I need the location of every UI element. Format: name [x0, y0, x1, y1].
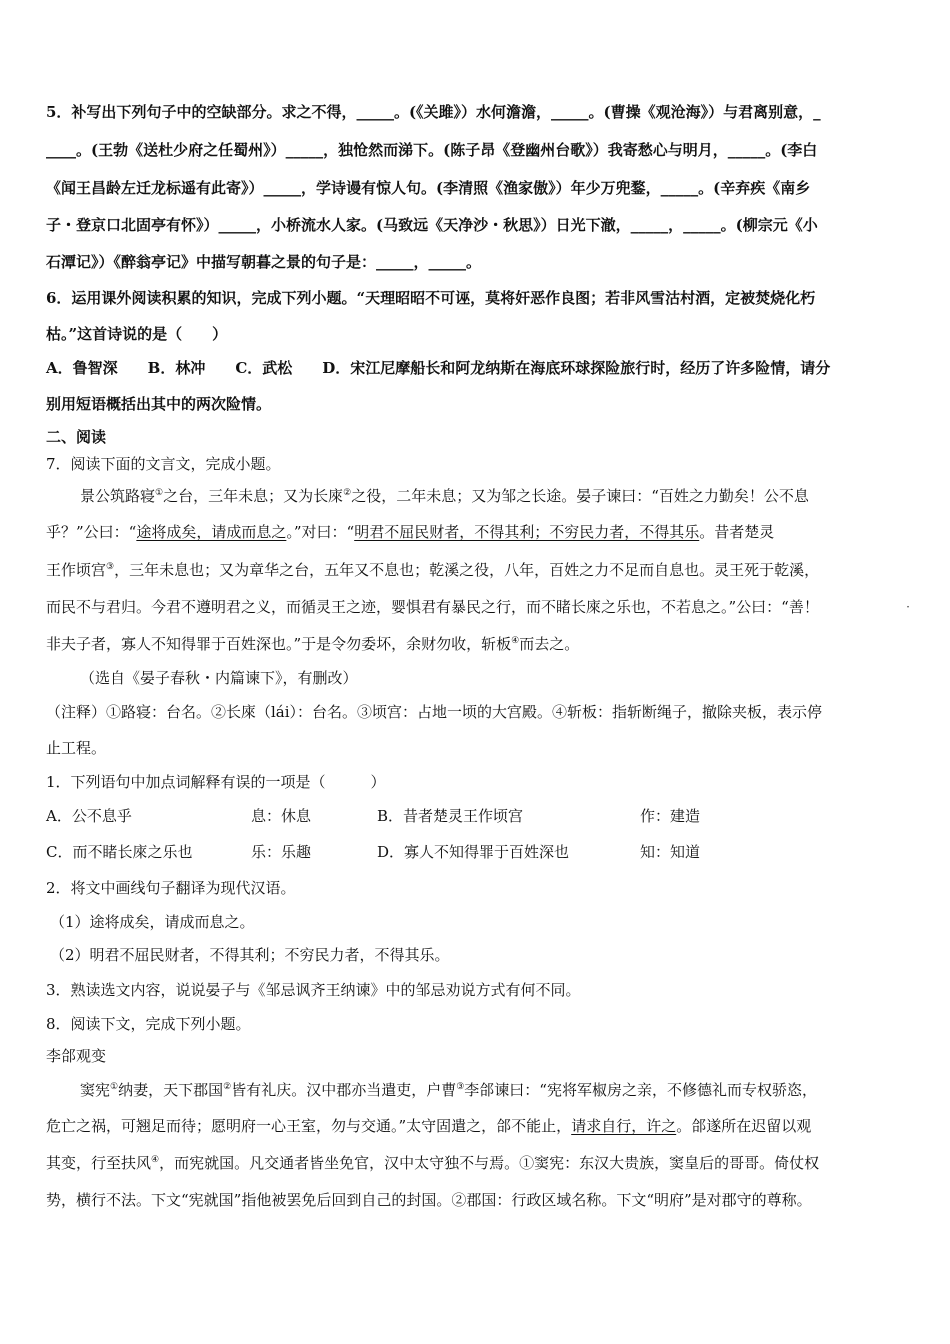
q7-notes-line-1: （注释）①路寝：台名。②长庲（lái）：台名。③顷宫：占地一顷的大宫殿。④斩板：指斩断绳子，撤除夹板，表示停: [46, 703, 823, 721]
q7-subquestion-2-part-2: （2）明君不屈民财者，不得其利；不穷民力者，不得其乐。: [50, 946, 450, 964]
q7-passage-line-5: 非夫子者，寡人不知得罪于百姓深也。”于是令勿委坏，余财勿收，斩板④而去之。: [46, 635, 580, 653]
q5-line-1: 5．补写出下列句子中的空缺部分。求之不得，_____。(《关雎》）水何澹澹，_____。(曹操《观沧海》）与君离别意，_: [46, 103, 821, 121]
option-b: B．昔者楚灵王作顷宫: [377, 807, 524, 825]
option-c: C．而不睹长庲之乐也: [46, 843, 193, 861]
q5-line-4: 子・登京口北固亭有怀》）_____，小桥流水人家。(马致远《天净沙・秋思》）日光下澈，_____，_____。(柳宗元《小: [46, 216, 818, 234]
underlined-sentence-1: 途将成矣，请成而息之: [136, 523, 287, 541]
q7-subquestion-3: 3．熟读选文内容，说说晏子与《邹忌讽齐王纳谏》中的邹忌劝说方式有何不同。: [46, 981, 581, 999]
option-b-gloss: 作：建造: [640, 807, 701, 825]
q7-source: （选自《晏子春秋・内篇谏下》，有删改）: [80, 669, 358, 687]
q6-line-1: 6．运用课外阅读积累的知识，完成下列小题。“天理昭昭不可诬，莫将奸恶作良图；若非风雪沽村酒，定被焚烧化朽: [46, 289, 816, 307]
q8-title: 8．阅读下文，完成下列小题。: [46, 1015, 251, 1033]
q8-passage-line-4: 势，横行不法。下文“宪就国”指他被罢免后回到自己的封国。②郡国：行政区域名称。下文“明府”是对郡守的尊称。: [46, 1191, 812, 1209]
q5-line-3: 《闻王昌龄左迁龙标遥有此寄》）_____，学诗谩有惊人句。(李清照《渔家傲》）年少万兜鍪，_____。(辛弃疾《南乡: [46, 179, 811, 197]
q8-passage-line-3: 其变，行至扶风④，而宪就国。凡交通者皆坐免官，汉中太守独不与焉。①窦宪：东汉大贵族，窦皇后的哥哥。倚仗权: [46, 1154, 820, 1172]
option-a: A．公不息乎: [46, 807, 132, 825]
option-a-gloss: 息：休息: [251, 807, 312, 825]
q6-line-4: 别用短语概括出其中的两次险情。: [46, 395, 272, 413]
q5-line-5: 石潭记》）《醉翁亭记》中描写朝暮之景的句子是：_____，_____。: [46, 253, 482, 271]
q6-line-3: A．鲁智深 B．林冲 C．武松 D．宋江尼摩船长和阿龙纳斯在海底环球探险旅行时，经历了许多险情，请分: [46, 359, 831, 377]
q7-notes-line-2: 止工程。: [46, 739, 107, 757]
q8-passage-line-2: 危亡之祸，可翘足而待；愿明府一心王室，勿与交通。”太守固遣之，郃不能止，请求自行，许之。郃遂所在迟留以观: [46, 1117, 812, 1135]
q7-subquestion-2-part-1: （1）途将成矣，请成而息之。: [50, 913, 255, 931]
option-d: D．寡人不知得罪于百姓深也: [377, 843, 570, 861]
q7-passage-line-2: 乎？”公曰：“途将成矣，请成而息之。”对曰：“明君不屈民财者，不得其利；不穷民力者，不得其乐。昔者楚灵: [46, 523, 775, 541]
q7-subquestion-2: 2．将文中画线句子翻译为现代汉语。: [46, 879, 296, 897]
q7-title: 7．阅读下面的文言文，完成小题。: [46, 455, 281, 473]
margin-mark: ·: [906, 600, 910, 614]
option-d-gloss: 知：知道: [640, 843, 701, 861]
underlined-sentence-2: 明君不屈民财者，不得其利；不穷民力者，不得其乐: [354, 523, 700, 541]
q5-line-2: ____。(王勃《送杜少府之任蜀州》）_____，独怆然而涕下。(陈子昂《登幽州台歌》）我寄愁心与明月，_____。(李白: [46, 141, 818, 159]
q7-passage-line-4: 而民不与君归。今君不遵明君之义，而循灵王之迹，婴惧君有暴民之行，而不睹长庲之乐也，不若息之。”公曰：“善！: [46, 598, 819, 616]
q7-subquestion-1: 1．下列语句中加点词解释有误的一项是（ ）: [46, 773, 386, 791]
q7-passage-line-3: 王作顷宫③，三年未息也；又为章华之台，五年又不息也；乾溪之役，八年，百姓之力不足而自息也。灵王死于乾溪，: [46, 561, 820, 579]
q7-passage-line-1: 景公筑路寝①之台，三年未息；又为长庲②之役，二年未息；又为邹之长途。晏子谏曰：“百姓之力勤矣！公不息: [80, 487, 809, 505]
q6-line-2: 枯。”这首诗说的是（ ）: [46, 325, 228, 343]
q8-passage-line-1: 窦宪①纳妻，天下郡国②皆有礼庆。汉中郡亦当遣吏，户曹③李郃谏曰：“宪将军椒房之亲，不修德礼而专权骄恣，: [80, 1081, 817, 1099]
section-heading: 二、阅读: [46, 428, 107, 446]
underlined-sentence-3: 请求自行，许之: [571, 1117, 677, 1135]
option-c-gloss: 乐：乐趣: [251, 843, 312, 861]
q8-heading: 李郃观变: [46, 1047, 107, 1065]
